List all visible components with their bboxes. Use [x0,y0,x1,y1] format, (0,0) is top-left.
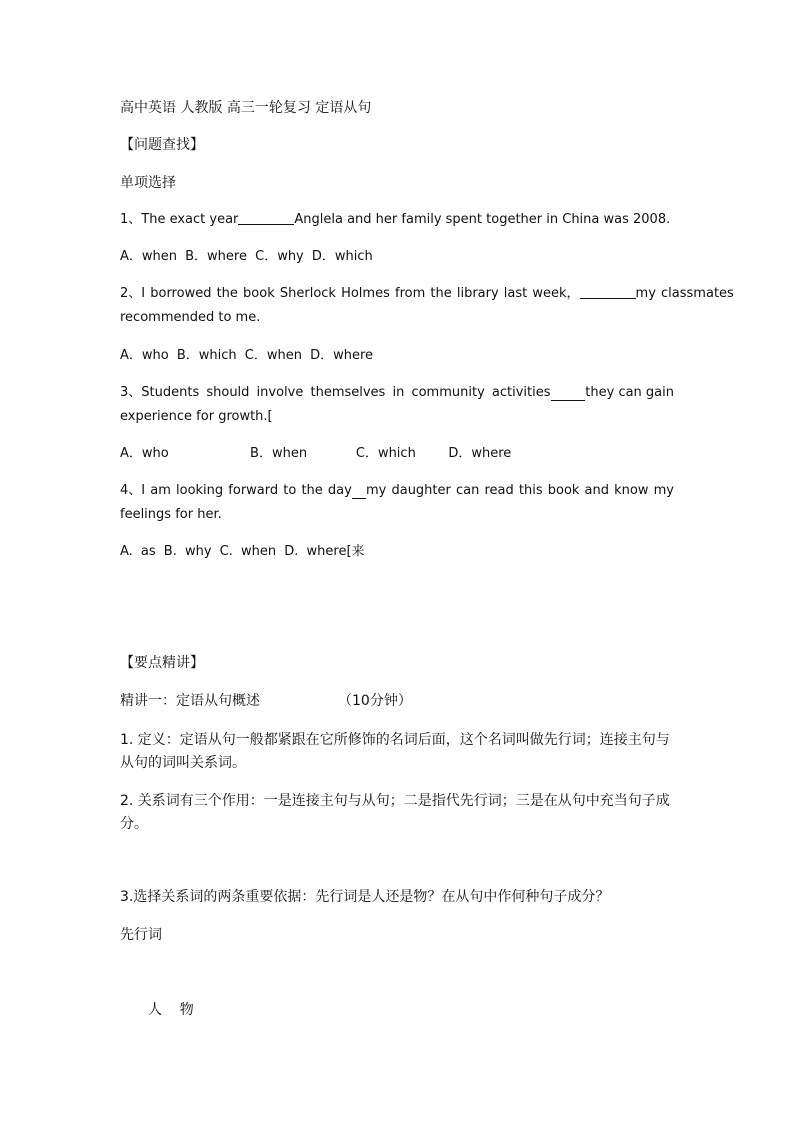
section-heading-problem-finding: 【问题查找】 [120,137,204,153]
point-1-line-2: 从句的词叫关系词。 [120,755,246,771]
question-4-stem-end: my daughter can read this book and know my [365,483,674,498]
question-2-options: A．who B．which C．when D．where [120,348,374,363]
question-4-stem-start: 4、I am looking forward to the day [120,483,352,498]
question-1-options: A．when B．where C．why D．which [120,249,373,264]
lecture-one-heading [120,689,674,713]
answer-blank [551,386,586,401]
question-4-continuation: feelings for her. [120,507,222,522]
answer-blank [238,210,294,225]
subsection-single-choice: 单项选择 [120,175,176,191]
lecture-one-title: 精讲一：定语从句概述 [120,693,260,709]
question-2 [120,282,734,306]
point-3: 3.选择关系词的两条重要依据：先行词是人还是物？在从句中作何种句子成分？ [120,889,610,905]
question-3-continuation: experience for growth.[ [120,409,273,424]
question-4-options: A. as B. why C. when D. where[来 [120,544,365,559]
question-3-options: A．who B．when C．which D．where [120,446,512,461]
question-1 [120,208,674,232]
lecture-one-duration: （10分钟） [338,693,412,709]
question-1-stem-start: 1、The exact year [120,212,239,227]
question-2-stem-start: 2、I borrowed the book Sherlock Holmes from the library last week， [120,286,580,301]
question-3-stem-start: 3、Students should involve themselves in community activities [120,385,551,400]
page-title: 高中英语 人教版 高三一轮复习 定语从句 [120,100,372,116]
answer-blank [352,484,366,499]
person-thing-labels: 人 物 [148,1002,194,1018]
answer-blank [580,284,636,299]
point-2-line-2: 分。 [120,816,148,832]
question-2-continuation: recommended to me. [120,310,261,325]
question-3-stem-end: they can gain [585,385,674,400]
question-1-stem-end: Anglela and her family spent together in China was 2008. [294,212,671,227]
point-2-line-1: 2. 关系词有三个作用：一是连接主句与从句；二是指代先行词；三是在从句中充当句子成 [120,793,670,809]
question-3 [120,381,674,405]
question-2-stem-end: my classmates [635,286,734,301]
question-4 [120,479,674,503]
section-heading-key-points: 【要点精讲】 [120,655,204,671]
point-1-line-1: 1. 定义：定语从句一般都紧跟在它所修饰的名词后面，这个名词叫做先行词；连接主句与 [120,732,670,748]
antecedent-label: 先行词 [120,927,162,943]
